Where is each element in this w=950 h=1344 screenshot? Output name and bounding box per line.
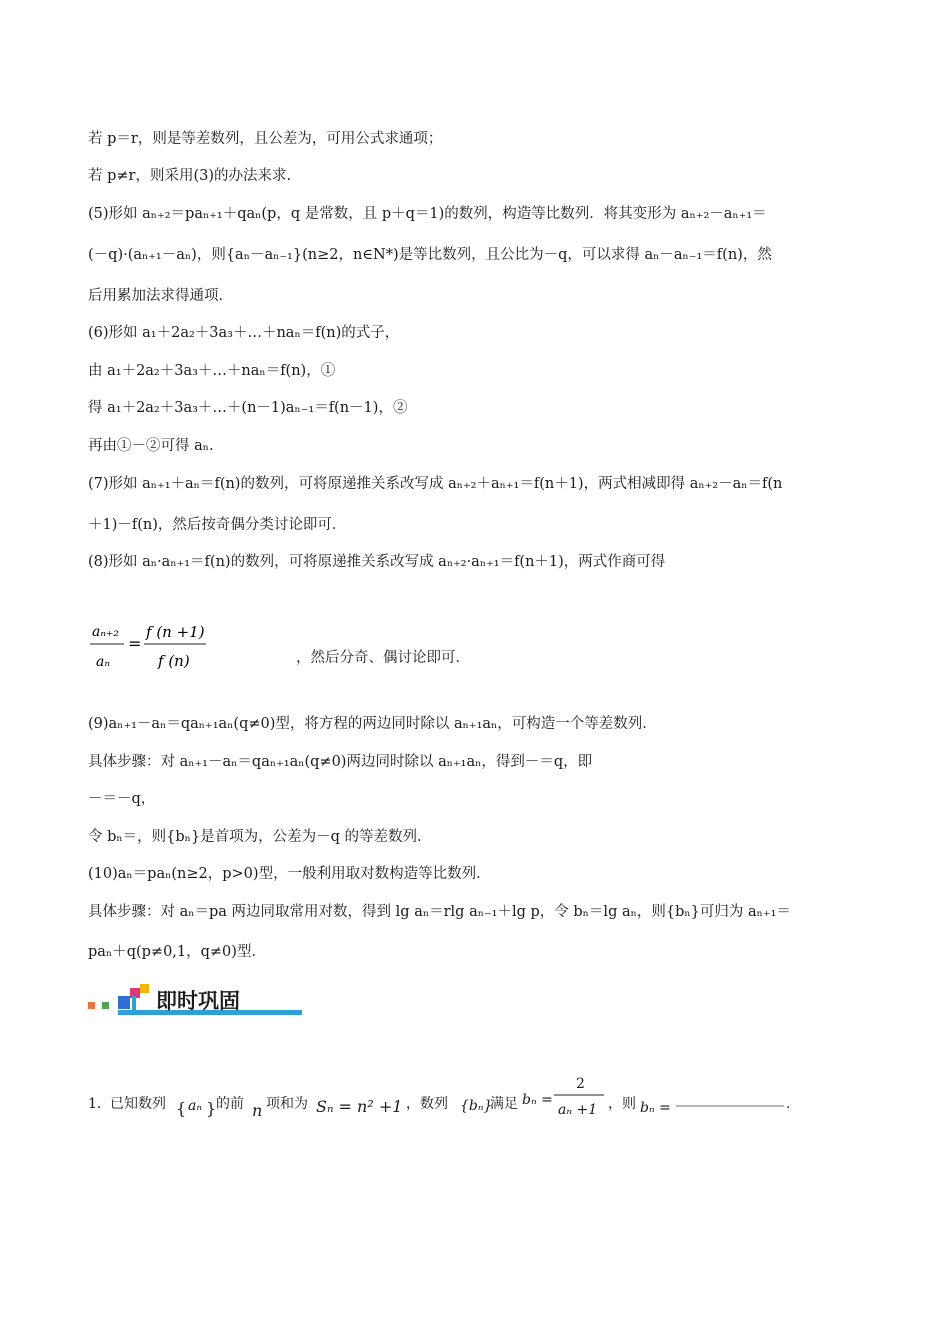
q1-bn-lhs: bₙ = <box>522 1092 553 1108</box>
question-1 <box>88 1064 868 1134</box>
question-number: 1． <box>88 1096 111 1112</box>
q1-text-3: 项和为 <box>266 1096 308 1112</box>
q1-n: n <box>252 1101 263 1120</box>
text-line: (10)aₙ＝paₙ(n≥2，p>0)型，一般利用取对数构造等比数列． <box>88 866 491 882</box>
section-banner <box>88 984 304 1018</box>
text-line: ＋1)－f(n)，然后按奇偶分类讨论即可． <box>88 517 347 533</box>
text-line: 再由①－②可得 aₙ. <box>88 438 214 454</box>
text-line: 令 bₙ＝，则{bₙ}是首项为，公差为－q 的等差数列． <box>88 829 432 845</box>
frac-num-left: aₙ₊₂ <box>92 624 120 640</box>
ratio-formula <box>88 618 470 678</box>
banner-title: 即时巩固 <box>156 989 240 1013</box>
q1-seq-an: aₙ <box>188 1098 203 1114</box>
banner-square-yellow <box>140 984 149 993</box>
text-line: (7)形如 aₙ₊₁＋aₙ＝f(n)的数列，可将原递推关系改写成 aₙ₊₂＋aₙ₊₁＝f(n＋1)，两式相减即得 aₙ₊₂－aₙ＝f(n <box>88 476 783 492</box>
text-line: 若 p≠r，则采用(3)的办法来求. <box>88 168 292 184</box>
text-line: 具体步骤：对 aₙ₊₁－aₙ＝qaₙ₊₁aₙ(q≠0)两边同时除以 aₙ₊₁aₙ，得到－＝q，即 <box>88 754 593 770</box>
text-line: (－q)·(aₙ₊₁－aₙ)，则{aₙ－aₙ₋₁}(n≥2，n∈N*)是等比数列，且公比为－q，可以求得 aₙ－aₙ₋₁＝f(n)，然 <box>88 247 772 263</box>
q1-text-4: ，数列 <box>406 1096 448 1112</box>
text-line: 若 p＝r，则是等差数列，且公差为，可用公式求通项； <box>88 131 443 147</box>
ratio-fraction-graphic <box>88 618 298 678</box>
text-line: 后用累加法求得通项． <box>88 288 233 304</box>
q1-text-6: ，则 <box>608 1096 636 1112</box>
text-line: (6)形如 a₁＋2a₂＋3a₃＋…＋naₙ＝f(n)的式子， <box>88 325 400 341</box>
svg-text:=: = <box>128 634 142 653</box>
text-line: (5)形如 aₙ₊₂＝paₙ₊₁＋qaₙ(p，q 是常数，且 p＋q＝1)的数列，构造等比数列．将其变形为 aₙ₊₂－aₙ₊₁＝ <box>88 206 767 222</box>
text-line: 具体步骤：对 aₙ＝pa 两边同取常用对数，得到 lg aₙ＝rlg aₙ₋₁＋lg p，令 bₙ＝lg aₙ，则{bₙ}可归为 aₙ₊₁＝ <box>88 904 791 920</box>
text-line: －＝－q， <box>88 791 156 807</box>
brace-left: { <box>176 1099 187 1118</box>
q1-bn-seq: {bₙ} <box>460 1098 493 1114</box>
text-line: (8)形如 aₙ·aₙ₊₁＝f(n)的数列，可将原递推关系改写成 aₙ₊₂·aₙ₊₁＝f(n＋1)，两式作商可得 <box>88 554 666 570</box>
q1-text-2: 的前 <box>216 1096 244 1112</box>
text-line: 得 a₁＋2a₂＋3a₃＋…＋(n－1)aₙ₋₁＝f(n－1)，② <box>88 400 408 416</box>
q1-bn-denominator: aₙ +1 <box>558 1102 598 1118</box>
q1-answer-lhs: bₙ = <box>640 1100 671 1116</box>
text-line: 由 a₁＋2a₂＋3a₃＋…＋naₙ＝f(n)，① <box>88 363 336 379</box>
q1-end: . <box>786 1096 791 1112</box>
q1-text-5: 满足 <box>490 1096 518 1112</box>
frac-den-right: f (n) <box>158 652 190 670</box>
frac-num-right: f (n +1) <box>146 623 205 641</box>
question-1-content <box>88 1064 868 1134</box>
frac-suffix: ，然后分奇、偶讨论即可． <box>296 650 470 666</box>
banner-graphic <box>88 984 304 1018</box>
brace-right: } <box>206 1099 217 1118</box>
banner-square-orange <box>88 1002 95 1009</box>
banner-square-green <box>102 1002 109 1009</box>
q1-bn-numerator: 2 <box>576 1076 585 1092</box>
q1-text-1: 已知数列 <box>110 1096 166 1112</box>
text-line: (9)aₙ₊₁－aₙ＝qaₙ₊₁aₙ(q≠0)型，将方程的两边同时除以 aₙ₊₁aₙ，可构造一个等差数列． <box>88 716 657 732</box>
frac-den-left: aₙ <box>96 654 111 670</box>
banner-square-blue <box>118 996 130 1009</box>
text-line: paₙ＋q(p≠0,1，q≠0)型． <box>88 944 266 960</box>
q1-sn-formula: Sₙ = n² +1 <box>316 1097 403 1116</box>
